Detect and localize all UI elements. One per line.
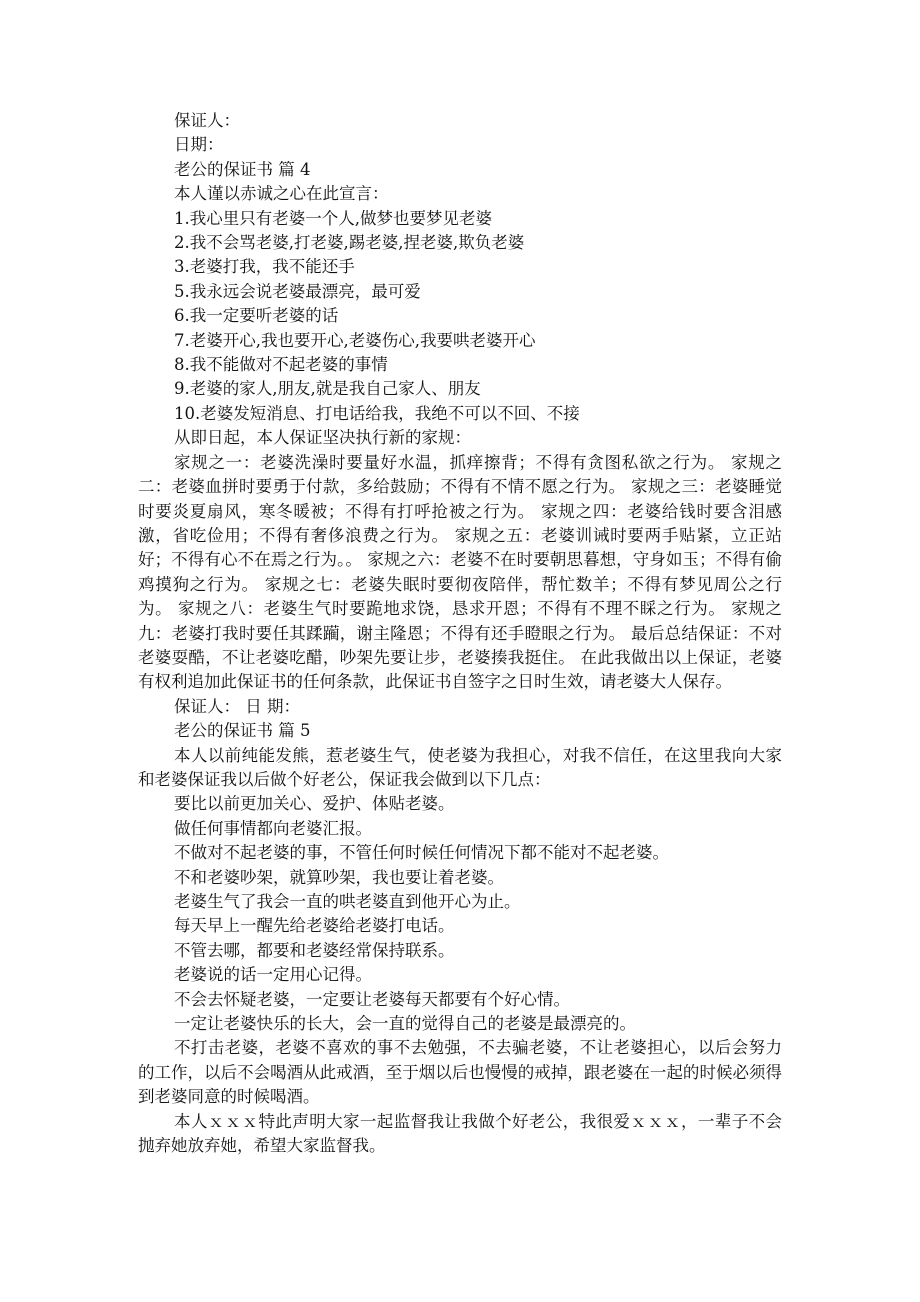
promise-item: 要比以前更加关心、爱护、体贴老婆。 xyxy=(174,794,455,814)
promise-item: 不会去怀疑老婆，一定要让老婆每天都要有个好心情。 xyxy=(174,989,570,1009)
pledge-item: 10.老婆发短消息、打电话给我，我绝不可以不回、不接 xyxy=(174,403,580,423)
family-rules-paragraph: 家规之一：老婆洗澡时要量好水温，抓痒擦背；不得有贪图私欲之行为。 家规之二：老婆血拼时要勇于付款，多给鼓励；不得有不情不愿之行为。 家规之三：老婆睡觉时要炎夏扇风，寒冬暖被；不得有打呼抢被之行为。 家规之四：老婆给钱时要含泪感激，省吃俭用；不得有奢侈浪费之行为。 家规之五：老婆训诫时要两手贴紧，立正站好；不得有心不在焉之行为。。 家规之六：老婆不在时要朝思暮想，守身如玉；不得有偷鸡摸狗之行为。 家规之七：老婆失眠时要彻夜陪伴，帮忙数羊；不得有梦见周公之行为。 家规之八：老婆生气时要跪地求饶，恳求开恩；不得有不理不睬之行为。 家规之九：老婆打我时要任其蹂躏，谢主隆恩；不得有还手瞪眼之行为。 最后总结保证：不对老婆耍酷，不让老婆吃醋，吵架先要让步，老婆揍我挺住。 在此我做出以上保证，老婆有权利追加此保证书的任何条款，此保证书自签字之日时生效，请老婆大人保存。 xyxy=(138,452,782,692)
pledge-item: 7.老婆开心,我也要开心,老婆伤心,我要哄老婆开心 xyxy=(174,330,536,350)
promise-item: 每天早上一醒先给老婆给老婆打电话。 xyxy=(174,916,455,936)
date-label: 日期： xyxy=(174,135,224,155)
promise-item: 老婆生气了我会一直的哄老婆直到他开心为止。 xyxy=(174,892,521,911)
drinking-paragraph: 不打击老婆，老婆不喜欢的事不去勉强，不去骗老婆，不让老婆担心，以后会努力的工作，以后不会喝酒从此戒酒，至于烟以后也慢慢的戒掉，跟老婆在一起的时候必须得到老婆同意的时候喝酒。 xyxy=(138,1038,782,1107)
document-page xyxy=(138,109,782,1158)
promise-item: 一定让老婆快乐的长大，会一直的觉得自己的老婆是最漂亮的。 xyxy=(174,1014,636,1034)
section5-intro-paragraph: 本人以前纯能发熊，惹老婆生气，使老婆为我担心，对我不信任，在这里我向大家和老婆保证我以后做个好老公，保证我会做到以下几点： xyxy=(138,745,782,789)
promise-item: 不管去哪，都要和老婆经常保持联系。 xyxy=(174,940,455,960)
family-rules-intro: 从即日起，本人保证坚决执行新的家规： xyxy=(174,428,471,448)
pledge-item: 9.老婆的家人,朋友,就是我自己家人、朋友 xyxy=(174,379,481,399)
declaration-intro: 本人谨以赤诚之心在此宣言： xyxy=(174,184,389,204)
pledge-item: 6.我一定要听老婆的话 xyxy=(174,306,339,326)
promise-item: 不做对不起老婆的事，不管任何时候任何情况下都不能对不起老婆。 xyxy=(174,843,669,863)
pledge-item: 3.老婆打我，我不能还手 xyxy=(174,257,355,277)
promise-item: 老婆说的话一定用心记得。 xyxy=(174,965,372,985)
promise-item: 不和老婆吵架，就算吵架，我也要让着老婆。 xyxy=(174,867,504,887)
closing-paragraph: 本人ｘｘｘ特此声明大家一起监督我让我做个好老公，我很爱ｘｘｘ，一辈子不会抛弃她放弃她，希望大家监督我。 xyxy=(138,1111,782,1156)
signature-line: 保证人： 日 期： xyxy=(174,696,300,716)
section4-title: 老公的保证书 篇 4 xyxy=(174,159,311,179)
promise-item: 做任何事情都向老婆汇报。 xyxy=(174,818,372,838)
pledge-item: 2.我不会骂老婆,打老婆,踢老婆,捏老婆,欺负老婆 xyxy=(174,233,525,253)
section5-title: 老公的保证书 篇 5 xyxy=(174,721,311,741)
pledge-item: 8.我不能做对不起老婆的事情 xyxy=(174,355,388,375)
guarantor-label: 保证人： xyxy=(174,111,240,130)
pledge-item: 1.我心里只有老婆一个人,做梦也要梦见老婆 xyxy=(174,208,492,228)
pledge-item: 5.我永远会说老婆最漂亮，最可爱 xyxy=(174,281,421,301)
